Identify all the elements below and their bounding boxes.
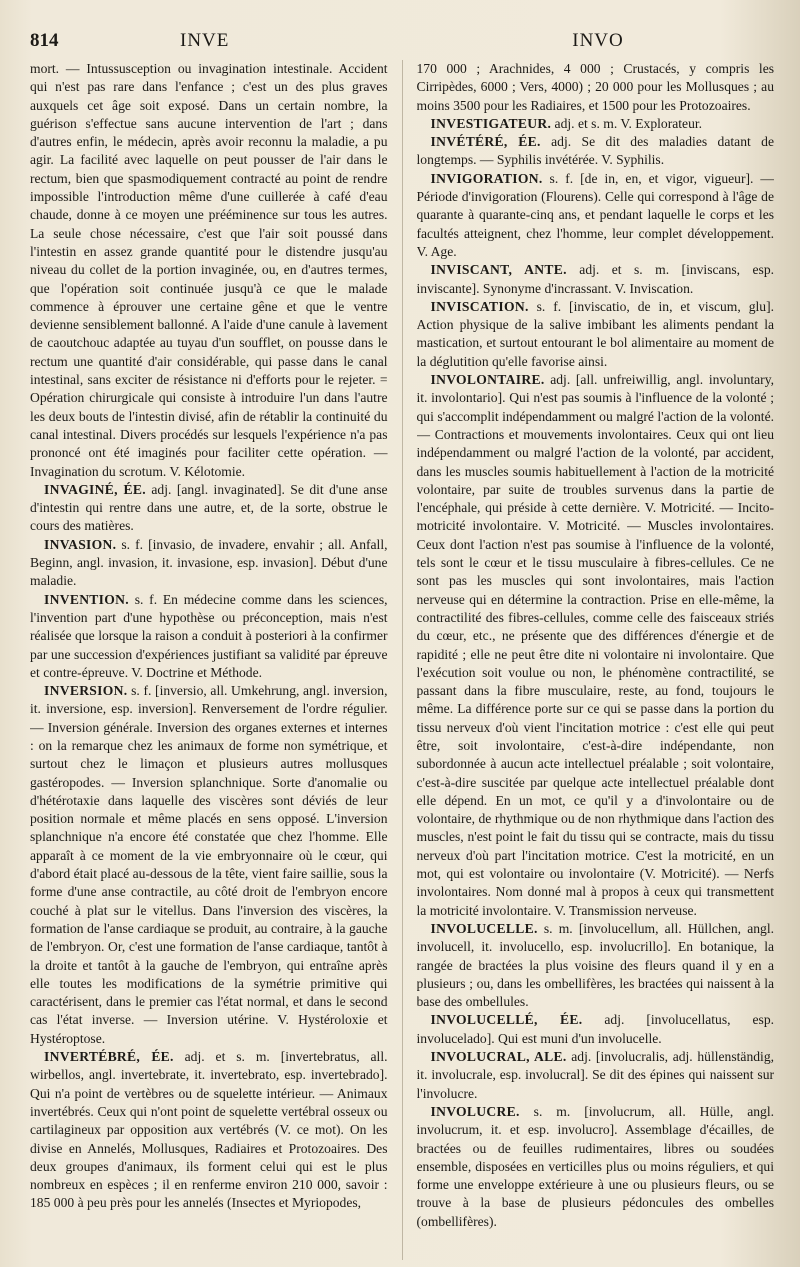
dictionary-entry [417, 170, 775, 261]
entry-text: adj. et s. m. V. Explorateur. [551, 115, 703, 131]
page-number: 814 [30, 30, 59, 51]
entry-text: adj. [angl. invaginated]. Se dit d'une anse d'intestin qui rentre dans une autre, et, de la sorte, obstrue le cours des matières. [30, 481, 388, 534]
dictionary-entry [30, 536, 388, 591]
dictionary-entry [417, 1011, 775, 1048]
entry-headword: INVISCANT, ANTE. [430, 262, 567, 278]
dictionary-entry [417, 133, 775, 170]
dictionary-entry [30, 682, 388, 1048]
entry-headword: INVÉTÉRÉ, ÉE. [430, 134, 541, 150]
entry-text: s. f. [invasio, de invadere, envahir ; all. Anfall, Beginn, angl. invasion, it. invasione, esp. invasion]. Début d'une maladie. [30, 536, 388, 589]
header-left-word: INVE [180, 30, 230, 51]
dictionary-entry [417, 261, 775, 298]
entry-headword: INVOLUCRE. [430, 1103, 520, 1119]
header-left [30, 30, 402, 52]
entry-headword: INVENTION. [44, 591, 129, 607]
entry-text: adj. [all. unfreiwillig, angl. involuntary, it. involontario]. Qui n'est pas soumis à l'influence de la volonté ; qui s'accomplit indépendamment ou malgré l'action de la volonté. — Contractions et mouvements involontaires. Ceux qui ont lieu indépendamment ou malgré l'action de la volonté, par accident, dans les muscles soumis habituellement à l'action de la motricité volontaire, par suite de troubles survenus dans la partie de l'encéphale, qui préside à cette dernière. V. Motricité. — Incito-motricité involontaire. V. Motricité. — Muscles involontaires. Ceux dont l'action n'est pas soumise à l'influence de la volonté, tels sont le cœur et le tissu musculaire à fibres-cellules. Ce ne sont pas les muscles qui sont involontaires, mais l'action nerveuse qui en détermine la contraction. Prise en elle-même, la contractilité des fibres-cellules, comme celle des faisceaux striés du cœur, etc., ne présente que des différences d'énergie et de rapidité ; elle ne peut être dite ni volontaire ni involontaire. Que l'exécution soit voulue ou non, le phénomène contractilité, se passant dans la fibre musculaire, reste, au fond, toujours le même. La différence porte sur ce qui se passe dans la portion du tissu nerveux d'où vient l'incitation motrice : c'est elle qui peut être, soit involontaire, c'est-à-dire indépendante, non subordonnée à aucun acte intellectuel préalable ; soit volontaire, c'est-à-dire suscitée par quelque acte intellectuel préalable dont elle dépend. En un mot, ce qu'il y a d'involontaire ou de volontaire, de rhythmique ou de non rhythmique dans l'action des muscles, n'est point le fait du tissu qui se contracte, mais du tissu nerveux d'où part l'incitation motrice. C'est la motricité, en un mot, qui est volontaire ou involontaire (V. Motricité). — Nerfs involontaires. Nom donné mal à propos à ceux qui transmettent la motricité involontaire. V. Transmission nerveuse. [416, 372, 775, 918]
left-column [30, 60, 388, 1260]
entry-headword: INVASION. [44, 536, 117, 552]
dictionary-entry [30, 1048, 388, 1213]
dictionary-entry [417, 1103, 775, 1231]
header-right-word: INVO [572, 30, 624, 51]
entry-headword: INVERTÉBRÉ, ÉE. [44, 1049, 174, 1065]
entry-headword: INVAGINÉ, ÉE. [44, 481, 146, 497]
dictionary-entry [30, 591, 388, 682]
entry-text: mort. — Intussusception ou invagination intestinale. Accident qui n'est pas rare dans l'enfance ; c'est un des plus graves auxquels cet âge soit exposé. Dans un certain nombre, la guérison s'effectue sans aucune intervention de l'art ; dans d'autres enfin, le médecin, après avoir reconnu la maladie, a pu agir. La facilité avec laquelle on peut pousser de l'air dans le rectum, bien que spasmodiquement contracté au point de rendre impossible l'introduction même d'une cuillerée à café d'eau chaude, donne à ce moyen une prééminence sur tous les autres. La seule chose nécessaire, c'est que l'air soit poussé dans l'intestin en assez grande quantité pour le distendre jusqu'au niveau du collet de la portion invaginée, ou, en d'autres termes, que l'opération soit continuée jusqu'à ce que le malade commence à éprouver une certaine gêne et que le ventre devienne sensiblement ballonné. A l'aide d'une canule à lavement de caoutchouc adaptée au tuyau d'un soufflet, on pousse dans le rectum une quantité d'air considérable, qui passe dans le canal intestinal, sans exciter de résistance ni d'efforts pour le rejeter. = Opération chirurgicale qui consiste à introduire l'un dans l'autre les deux bouts de l'intestin divisé, afin de rétablir la continuité du canal intestinal. Divers procédés sur lesquels l'expérience n'a pas prononcé ont été imaginés pour faciliter cette opération. — Invagination du scrotum. V. Kélotomie. [30, 61, 388, 479]
entry-headword: INVIGORATION. [430, 170, 543, 186]
dictionary-entry [417, 920, 775, 1011]
entry-headword: INVESTIGATEUR. [430, 115, 552, 131]
right-column [417, 60, 775, 1260]
entry-text: 170 000 ; Arachnides, 4 000 ; Crustacés, y compris les Cirripèdes, 6000 ; Vers, 4000) ; 20 000 pour les Mollusques ; au moins 3500 pour les Radiaires, et 1500 pour les Protozoaires. [416, 61, 775, 113]
dictionary-entry [417, 298, 775, 371]
dictionary-entry [417, 115, 775, 133]
entry-text: s. f. En médecine comme dans les sciences, l'invention part d'une hypothèse ou préconception, mais n'est réalisée que lorsque la raison a conduit à posteriori à la confirmer par une succession d'expériences justifiant sa validité par épreuve et contre-épreuve. V. Doctrine et Méthode. [30, 591, 388, 680]
entry-headword: INVISCATION. [430, 298, 529, 314]
entry-text: s. f. [inviscatio, de in, et viscum, glu]. Action physique de la salive imbibant les aliments pendant la mastication, et surtout entourant le bol alimentaire au moment de la déglutition qu'elle favorise ainsi. [416, 298, 775, 369]
entry-headword: INVOLONTAIRE. [430, 372, 545, 388]
entry-text: s. f. [de in, en, et vigor, vigueur]. — Période d'invigoration (Flourens). Celle qui correspond à l'âge de quarante à quarante-cinq ans, et pendant laquelle le corps et les facultés atteignent, chez l'homme, leur complet développement. V. Age. [416, 170, 775, 259]
running-header [30, 30, 774, 60]
entry-text: s. m. [involucrum, all. Hülle, angl. involucrum, it. et esp. involucro]. Assemblage d'écailles, de bractées ou de feuilles rudimentaires, libres ou soudées ensemble, disposées en verticilles plus ou moins réguliers, et qui forme une enveloppe extérieure à une ou plusieurs fleurs, ou se trouve à la base de plusieurs pédoncules des ombelles (ombellifères). [416, 1103, 775, 1229]
entry-text: s. f. [inversio, all. Umkehrung, angl. inversion, it. inversione, esp. inversion]. Renversement de l'ordre régulier. — Inversion générale. Inversion des organes externes et internes : on la remarque chez les animaux de forme non symétrique, et surtout chez le limaçon et plusieurs autres mollusques gastéropodes. — Inversion splanchnique. Sorte d'anomalie ou d'hétérotaxie dans laquelle des viscères sont déviés de leur position normale et même placés en sens opposé. L'inversion splanchnique n'a encore été constatée que chez l'homme. Elle apparaît à ce moment de la vie embryonnaire où le cœur, qui d'abord était placé au-dessous de la tête, vient faire saillie, sous la forme d'une anse contractile, au côté droit de l'embryon encore couché à plat sur le vitellus. Dans l'inversion des viscères, la formation de l'anse cardiaque se produit, au contraire, à la gauche de l'embryon. Or, c'est une formation de l'anse cardiaque, tantôt à la droite et tantôt à la gauche de l'embryon, qui entraîne après elle toutes les modifications de la symétrie primitive qui caractérisent, dans le premier cas l'état normal, et dans le second cas l'état inverse. — Inversion utérine. V. Hystéroloxie et Hystéroptose. [30, 683, 388, 1046]
entry-headword: INVERSION. [44, 683, 128, 699]
dictionary-entry [417, 60, 775, 115]
entry-text: adj. Se dit des maladies datant de longtemps. — Syphilis invétérée. V. Syphilis. [416, 134, 774, 168]
entry-headword: INVOLUCELLE. [430, 920, 538, 936]
entry-headword: INVOLUCELLÉ, ÉE. [430, 1012, 583, 1028]
dictionary-entry [417, 1048, 775, 1103]
entry-text: s. m. [involucellum, all. Hüllchen, angl. involucell, it. involucello, esp. involucrillo]. En botanique, la rangée de bractées la plus voisine des fleurs quand il y en a plusieurs ; ou, dans les ombellifères, les bractées qui naissent à la base des ombellules. [416, 920, 775, 1010]
text-columns [30, 60, 774, 1260]
entry-text: adj. et s. m. [inviscans, esp. inviscante]. Synonyme d'incrassant. V. Inviscation. [416, 262, 775, 296]
entry-text: adj. [involucellatus, esp. involucelado]. Qui est muni d'un involucelle. [416, 1012, 775, 1046]
dictionary-entry [30, 60, 388, 481]
column-divider [402, 60, 403, 1260]
dictionary-entry [30, 481, 388, 536]
entry-headword: INVOLUCRAL, ALE. [430, 1049, 567, 1065]
dictionary-entry [417, 371, 775, 920]
entry-text: adj. et s. m. [invertebratus, all. wirbellos, angl. invertebrate, it. invertebrato, esp. invertebrado]. Qui n'a point de vertèbres ou de squelette intérieur. — Animaux invertébrés. Ceux qui n'ont point de squelette vertébral osseux ou cartilagineux par opposition aux vertébrés (V. ce mot). On les divise en Annelés, Mollusques, Radiaires et Protozoaires. Des deux groupes d'animaux, ils forment celui qui est le plus nombreux en espèces ; il en renferme environ 210 000, savoir : 185 000 à peu près pour les annelés (Insectes et Myriopodes, [30, 1049, 388, 1211]
entry-text: adj. [involucralis, adj. hüllenständig, it. involucrale, esp. involucral]. Se dit des épines qui naissent sur l'involucre. [416, 1049, 775, 1101]
